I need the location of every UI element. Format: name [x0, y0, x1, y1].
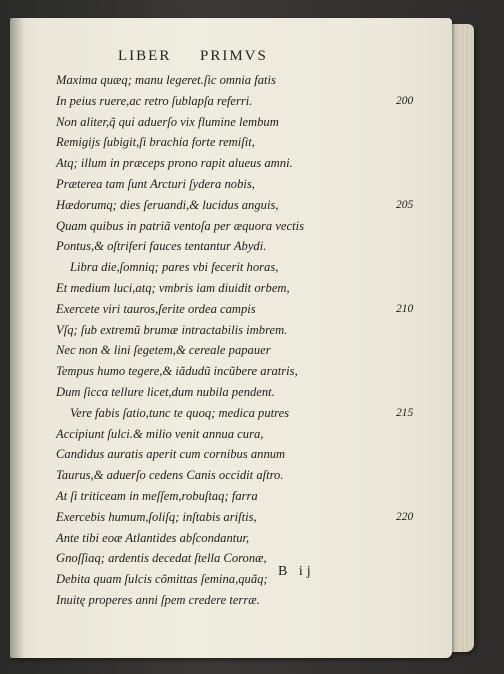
verse-line-text: Præterea tam ſunt Arcturi ſydera nobis, [56, 176, 255, 191]
verse-line [56, 507, 414, 528]
verse-line [56, 424, 386, 445]
verse-line [56, 486, 386, 507]
line-number: 210 [396, 302, 414, 315]
verse-line [56, 340, 386, 361]
verse-line-text: Non aliter,q̃ qui aduerſo vix flumine lembum [56, 114, 279, 129]
page-gutter [10, 18, 24, 658]
verse-line [56, 403, 414, 424]
verse-line-text: At ſi triticeam in meſſem,robuſtaq; farra [56, 488, 258, 503]
verse-line-text: Hædorumq; dies ſeruandi,& lucidus anguis, [56, 197, 279, 212]
verse-line [56, 132, 386, 153]
verse-line-text: Remigijs ſubigit,ſi brachia forte remiſit, [56, 135, 255, 150]
verse-line [56, 112, 386, 133]
line-number: 200 [396, 94, 414, 107]
verse-line [56, 528, 386, 549]
verse-line [56, 216, 386, 237]
verse-line-text: Quam quibus in patriã ventoſa per æquora vectis [56, 218, 305, 233]
verse-line-text: Dum ſicca tellure licet,dum nubila pendent. [56, 384, 275, 399]
line-number: 220 [396, 510, 414, 523]
signature-mark: B ij [278, 564, 315, 579]
line-number: 215 [396, 406, 414, 419]
verse-line [56, 174, 386, 195]
verse-line [56, 444, 386, 465]
verse-line [56, 257, 386, 278]
verse-line [56, 590, 386, 611]
verse-line-text: Maxima quæq; manu legeret.ſic omnia fatis [56, 73, 276, 87]
verse-line-text: Tempus humo tegere,& iãdudũ incũbere aratris, [56, 364, 298, 379]
verse-line [56, 320, 386, 341]
verse-line [56, 70, 386, 91]
line-number: 205 [396, 198, 414, 211]
verse-line-text: Nec non & lini ſegetem,& cereale papauer [56, 343, 271, 358]
running-head-left: LIBER [118, 48, 172, 64]
verse-line [56, 299, 414, 320]
verse-line-text: Vſq; ſub extremũ brumæ intractabilis imbrem. [56, 322, 288, 337]
verse-line-text: In peius ruere,ac retro ſublapſa referri. [56, 93, 253, 108]
verse-line [56, 91, 414, 112]
verse-line [56, 278, 386, 299]
verse-line-text: Ante tibi eoæ Atlantides abſcondantur, [56, 530, 250, 545]
verse-line-text: Et medium luci,atq; vmbris iam diuidit orbem, [56, 280, 290, 295]
verse-line-text: Accipiunt ſulci.& milio venit annua cura, [56, 426, 264, 441]
verse-line [56, 361, 386, 382]
verse-line [56, 153, 386, 174]
verse-line [56, 569, 386, 590]
verse-line-text: Candidus auratis aperit cum cornibus annum [56, 447, 286, 462]
verse-line-text: Inuitę properes anni ſpem credere terræ. [56, 592, 260, 607]
verse-line [56, 236, 386, 257]
verse-text-block [56, 70, 414, 611]
verse-line-text: Exercete viri tauros,ſerite ordea campis [56, 301, 256, 316]
verse-line-text: Pontus,& oſtriferi fauces tentantur Abydi. [56, 239, 267, 254]
verse-line-text: Vere fabis ſatio,tunc te quoq; medica putres [70, 405, 290, 420]
running-head-right: PRIMVS [200, 48, 268, 64]
verse-line [56, 465, 386, 486]
verse-line-text: Gnoſſiaq; ardentis decedat ſtella Coronæ, [56, 551, 267, 566]
verse-line [56, 382, 386, 403]
verse-line [56, 548, 386, 569]
page-edges [452, 24, 474, 652]
verse-line-text: Atq; illum in præceps prono rapit alueus amni. [56, 156, 293, 171]
verse-line-text: Taurus,& aduerſo cedens Canis occidit aſtro. [56, 468, 284, 483]
verse-line-text: Exercebis humum,ſoliſq; inſtabis ariſtis, [56, 509, 257, 524]
verse-line-text: Libra die,ſomniq; pares vbi fecerit horas, [70, 260, 279, 275]
verse-line-text: Debita quam ſulcis cõmittas ſemina,quãq; [56, 572, 268, 587]
verse-line [56, 195, 414, 216]
